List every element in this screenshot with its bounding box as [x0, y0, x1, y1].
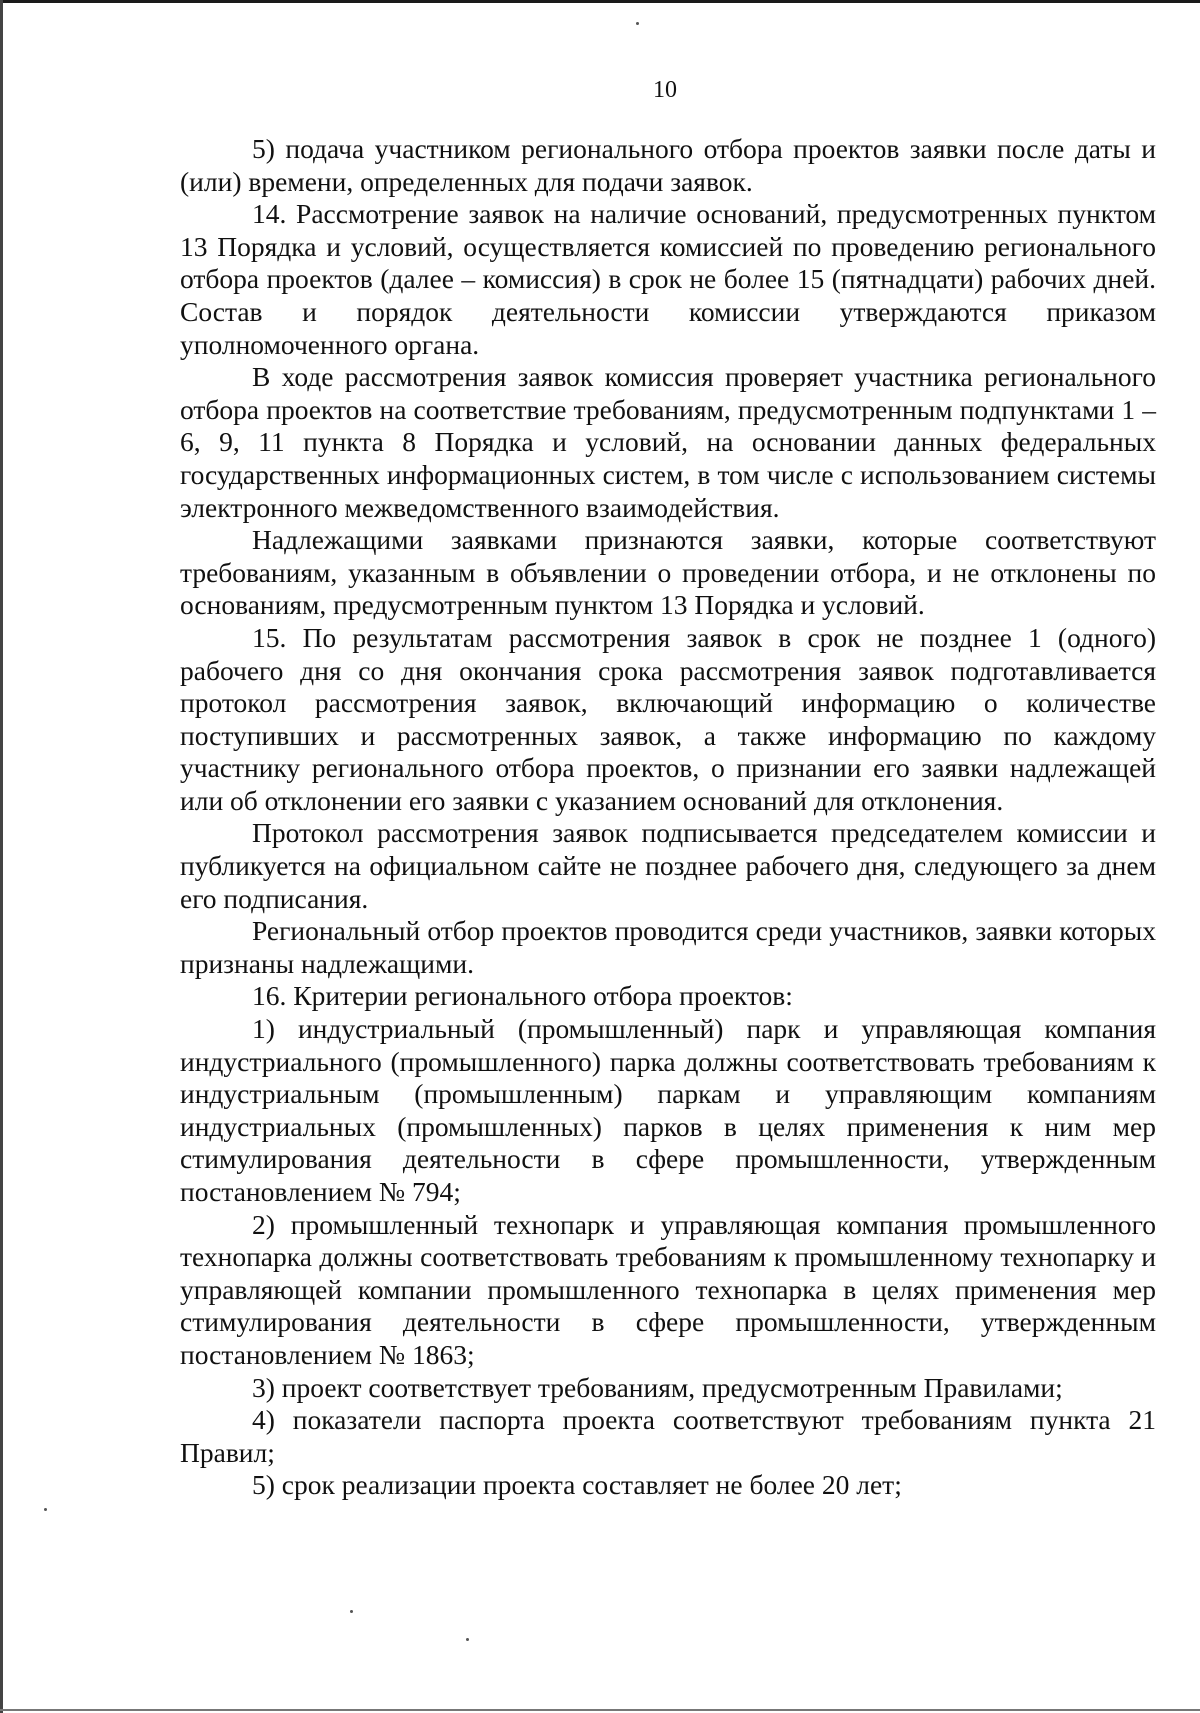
paragraph-commission-checks-participant: В ходе рассмотрения заявок комиссия проверяет участника регионального отбора проектов на соответствие требованиям, предусмотренным подпунктами 1 – 6, 9, 11 пункта 8 Порядка и условий, на основании данных федеральных государственных информационных систем, в том числе с использованием системы электронного межведомственного взаимодействия.: [180, 361, 1156, 523]
paragraph-15-review-protocol: 15. По результатам рассмотрения заявок в срок не позднее 1 (одного) рабочего дня со дня окончания срока рассмотрения заявок подготавливается протокол рассмотрения заявок, включающий информацию о количестве поступивших и рассмотренных заявок, а также информацию по каждому участнику регионального отбора проектов, о признании его заявки надлежащей или об отклонении его заявки с указанием оснований для отклонения.: [180, 621, 1156, 816]
scan-speck: [350, 1610, 353, 1613]
paragraph-criterion-3-project-rules: 3) проект соответствует требованиям, предусмотренным Правилами;: [252, 1371, 1063, 1403]
scan-speck: [636, 22, 639, 25]
scan-edge-top: [0, 0, 1200, 3]
paragraph-selection-among-participants: Региональный отбор проектов проводится среди участников, заявки которых признаны надлежащими.: [180, 915, 1156, 979]
paragraph-criterion-4-passport-indicators: 4) показатели паспорта проекта соответствуют требованиям пункта 21 Правил;: [180, 1404, 1156, 1468]
scan-edge-left: [0, 0, 3, 1713]
paragraph-protocol-signing: Протокол рассмотрения заявок подписывается председателем комиссии и публикуется на официальном сайте не позднее рабочего дня, следующего за днем его подписания.: [180, 817, 1156, 914]
paragraph-proper-applications: Надлежащими заявками признаются заявки, которые соответствуют требованиям, указанным в объявлении о проведении отбора, и не отклонены по основаниям, предусмотренным пунктом 13 Порядка и условий.: [180, 524, 1156, 621]
scan-speck: [466, 1638, 469, 1641]
paragraph-criterion-1-industrial-park: 1) индустриальный (промышленный) парк и управляющая компания индустриального (промышленного) парка должны соответствовать требованиям к индустриальным (промышленным) паркам и управляющим компаниям индустриальных (промышленных) парков в целях применения к ним мер стимулирования деятельности в сфере промышленности, утвержденным постановлением № 794;: [180, 1013, 1156, 1207]
paragraph-criterion-5-implementation-term: 5) срок реализации проекта составляет не более 20 лет;: [252, 1469, 902, 1501]
paragraph-14-review-of-applications: 14. Рассмотрение заявок на наличие оснований, предусмотренных пунктом 13 Порядка и условий, осуществляется комиссией по проведению регионального отбора проектов (далее – комиссия) в срок не более 15 (пятнадцати) рабочих дней. Состав и порядок деятельности комиссии утверждаются приказом уполномоченного органа.: [180, 198, 1156, 360]
document-body: [180, 133, 1156, 1502]
scan-speck: [44, 1508, 47, 1511]
paragraph-criterion-2-technopark: 2) промышленный технопарк и управляющая компания промышленного технопарка должны соответствовать требованиям к промышленному технопарку и управляющей компании промышленного технопарка в целях применения мер стимулирования деятельности в сфере промышленности, утвержденным постановлением № 1863;: [180, 1208, 1156, 1370]
scan-edge-bottom: [0, 1709, 1200, 1711]
paragraph-subitem-5-application-after-deadline: 5) подача участником регионального отбора проектов заявки после даты и (или) времени, определенных для подачи заявок.: [180, 133, 1156, 197]
page-number: 10: [653, 77, 677, 103]
paragraph-16-selection-criteria: 16. Критерии регионального отбора проектов:: [252, 980, 793, 1012]
